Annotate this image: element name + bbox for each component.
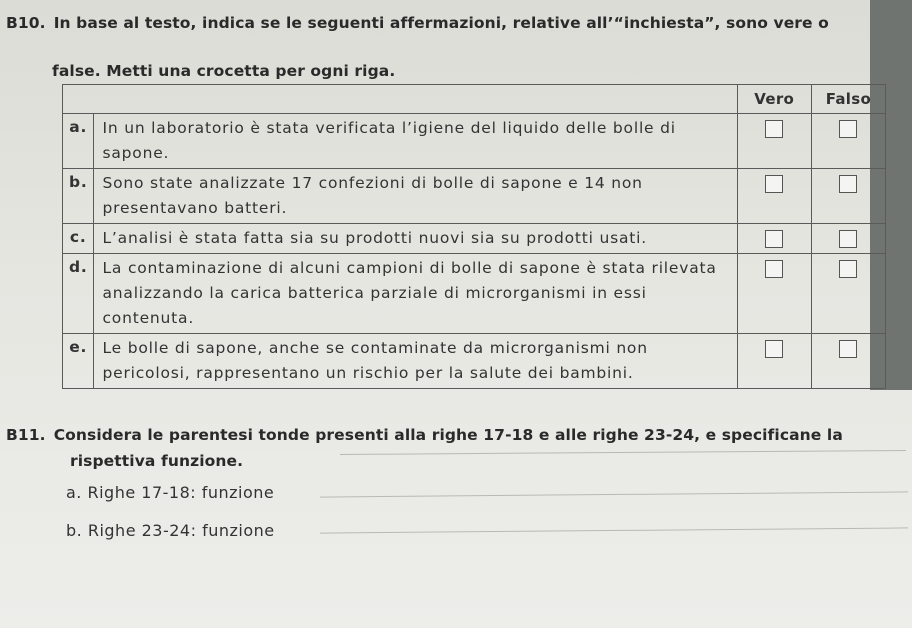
true-cell bbox=[737, 169, 811, 224]
header-empty-cell bbox=[63, 85, 738, 114]
answer-item-b-label: b. Righe 23-24: funzione bbox=[66, 521, 275, 540]
b11-instruction-line1 bbox=[6, 426, 843, 444]
checkbox-false-d[interactable] bbox=[839, 260, 857, 278]
answer-item-a-label: a. Righe 17-18: funzione bbox=[66, 483, 275, 502]
row-letter: c. bbox=[63, 224, 94, 254]
checkbox-true-b[interactable] bbox=[765, 175, 783, 193]
b11-instruction-line2: rispettiva funzione. bbox=[70, 452, 244, 470]
checkbox-true-c[interactable] bbox=[765, 230, 783, 248]
true-cell bbox=[737, 254, 811, 334]
table-header-row bbox=[63, 85, 886, 114]
row-statement: La contaminazione di alcuni campioni di bolle di sapone è stata rilevata analizzando la carica batterica parziale di microrganismi in essi contenuta. bbox=[94, 254, 737, 334]
table-row bbox=[63, 254, 886, 334]
b10-instruction-line2: false. Metti una crocetta per ogni riga. bbox=[52, 62, 396, 80]
table-row bbox=[63, 334, 886, 389]
b10-number: B10. bbox=[6, 14, 46, 32]
checkbox-true-d[interactable] bbox=[765, 260, 783, 278]
row-letter: a. bbox=[63, 114, 94, 169]
true-cell bbox=[737, 114, 811, 169]
checkbox-false-b[interactable] bbox=[839, 175, 857, 193]
false-cell bbox=[811, 169, 885, 224]
true-cell bbox=[737, 334, 811, 389]
table-row bbox=[63, 114, 886, 169]
false-cell bbox=[811, 224, 885, 254]
header-true: Vero bbox=[737, 85, 811, 114]
checkbox-false-c[interactable] bbox=[839, 230, 857, 248]
row-statement: In un laboratorio è stata verificata l’igiene del liquido delle bolle di sapone. bbox=[94, 114, 737, 169]
answer-line-a[interactable] bbox=[320, 491, 908, 497]
row-letter: e. bbox=[63, 334, 94, 389]
row-letter: d. bbox=[63, 254, 94, 334]
row-letter: b. bbox=[63, 169, 94, 224]
b10-instruction-text: In base al testo, indica se le seguenti affermazioni, relative all’“inchiesta”, sono vere o bbox=[53, 14, 829, 32]
b11-instruction-text: Considera le parentesi tonde presenti alla righe 17-18 e alle righe 23-24, e specificane la bbox=[53, 426, 843, 444]
row-statement: Le bolle di sapone, anche se contaminate da microrganismi non pericolosi, rappresentano un rischio per la salute dei bambini. bbox=[94, 334, 737, 389]
table-row bbox=[63, 224, 886, 254]
row-statement: Sono state analizzate 17 confezioni di bolle di sapone e 14 non presentavano batteri. bbox=[94, 169, 737, 224]
table-row bbox=[63, 169, 886, 224]
answer-line-b[interactable] bbox=[320, 527, 908, 533]
true-cell bbox=[737, 224, 811, 254]
true-false-table bbox=[62, 84, 886, 389]
checkbox-true-e[interactable] bbox=[765, 340, 783, 358]
answer-line-top bbox=[340, 450, 906, 455]
row-statement: L’analisi è stata fatta sia su prodotti nuovi sia su prodotti usati. bbox=[94, 224, 737, 254]
false-cell bbox=[811, 114, 885, 169]
checkbox-true-a[interactable] bbox=[765, 120, 783, 138]
checkbox-false-a[interactable] bbox=[839, 120, 857, 138]
header-false: Falso bbox=[811, 85, 885, 114]
b10-instruction-line1 bbox=[6, 14, 829, 32]
b11-number: B11. bbox=[6, 426, 46, 444]
checkbox-false-e[interactable] bbox=[839, 340, 857, 358]
false-cell bbox=[811, 254, 885, 334]
false-cell bbox=[811, 334, 885, 389]
